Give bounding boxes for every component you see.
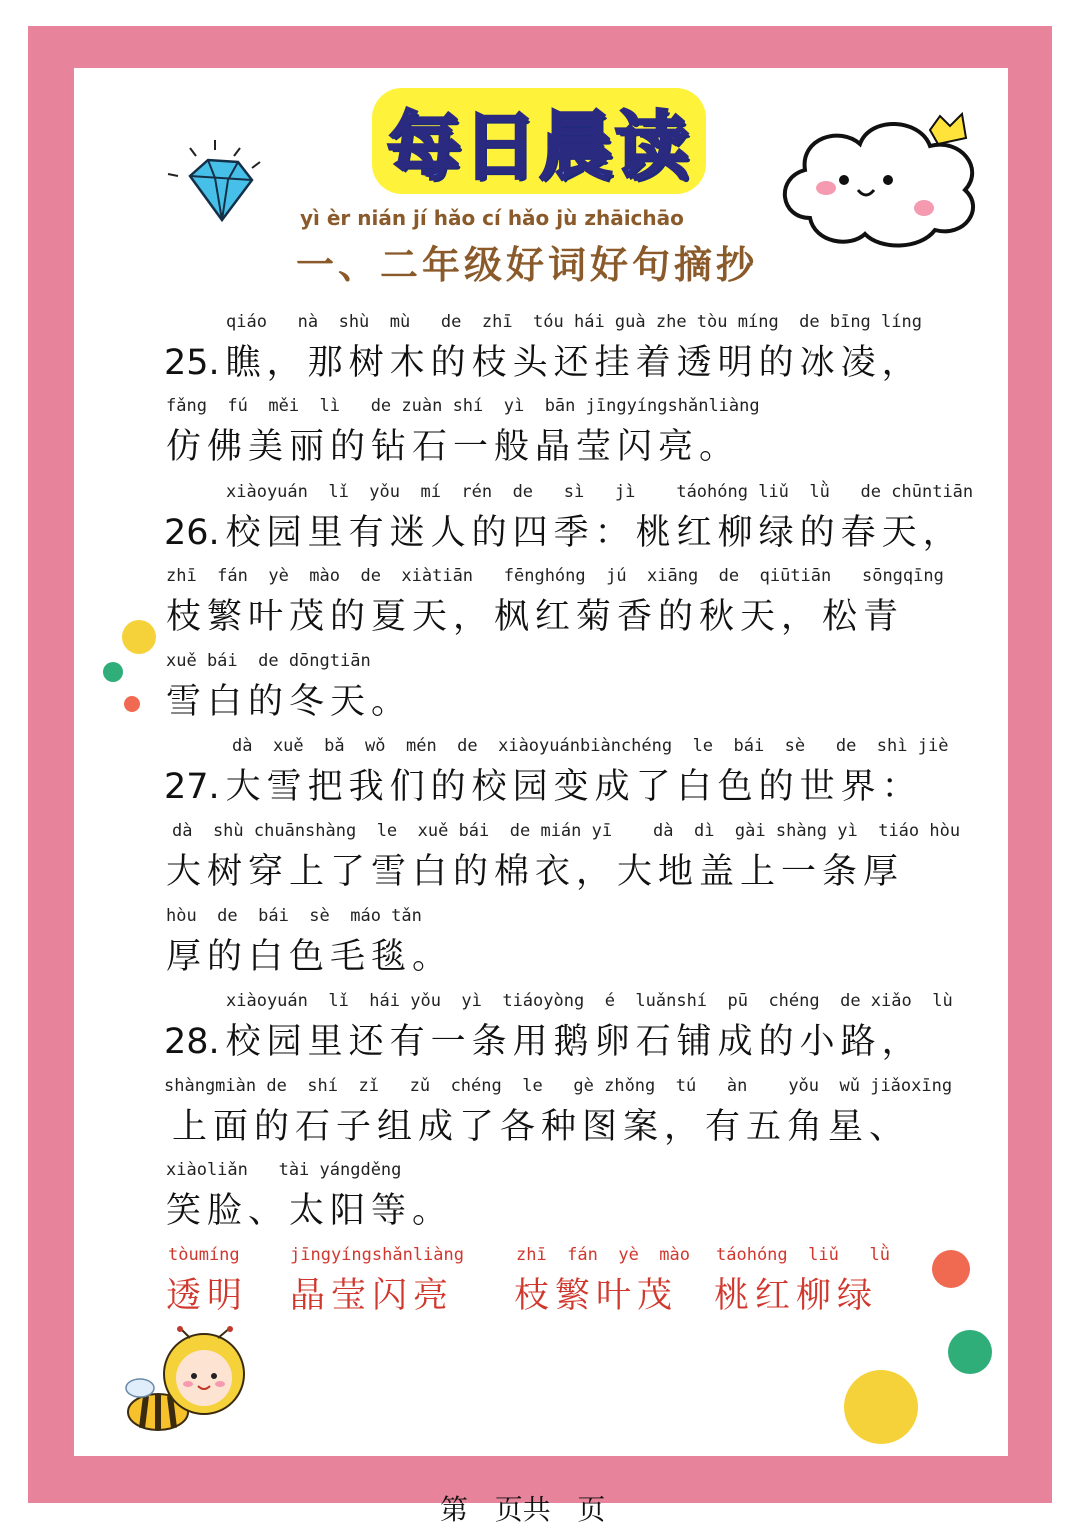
entry-28-line-1-pinyin: xiàoyuán lǐ hái yǒu yì tiáoyòng é luǎnshí pū chéng de xiǎo lù	[226, 991, 953, 1011]
entry-number: 27.	[164, 767, 220, 807]
entry-26-line-3-pinyin: xuě bái de dōngtiān	[166, 651, 371, 671]
red-dot-decoration	[932, 1250, 970, 1288]
vocab-3-pinyin: zhī fán yè mào	[516, 1245, 690, 1265]
entry-28-line-3: 笑脸、太阳等。	[166, 1191, 454, 1231]
entry-27-line-1: 27. 大雪把我们的校园变成了白色的世界：	[164, 767, 923, 807]
vocab-1-pinyin: tòumíng	[168, 1245, 240, 1265]
green-dot-decoration	[948, 1330, 992, 1374]
vocab-3-word: 枝繁叶茂	[514, 1276, 679, 1316]
yellow-dot-decoration	[844, 1370, 918, 1444]
green-dot-decoration	[103, 662, 123, 682]
subtitle: 一、二年级好词好句摘抄	[296, 242, 759, 287]
vocab-4-word: 桃红柳绿	[714, 1276, 879, 1316]
entry-26-line-2-pinyin: zhī fán yè mào de xiàtiān fēnghóng jú xiāng de qiūtiān sōngqīng	[166, 566, 944, 586]
entry-27-line-3: 厚的白色毛毯。	[166, 937, 454, 977]
page-number-footer: 第 页共 页	[440, 1493, 606, 1526]
entry-27-line-1-pinyin: dà xuě bǎ wǒ mén de xiàoyuánbiànchéng le bái sè de shì jiè	[232, 736, 949, 756]
entry-25-line-2-pinyin: fǎng fú měi lì de zuàn shí yì bān jīngyíngshǎnliàng	[166, 396, 760, 416]
title-badge	[372, 88, 706, 194]
red-dot-decoration	[124, 696, 140, 712]
entry-26-line-3: 雪白的冬天。	[166, 682, 413, 722]
entry-27-line-2-pinyin: dà shù chuānshàng le xuě bái de mián yī dà dì gài shàng yì tiáo hòu	[172, 821, 961, 841]
entry-25-line-1-pinyin: qiáo nà shù mù de zhī tóu hái guà zhe tòu míng de bīng líng	[226, 312, 922, 332]
entry-28-line-2-pinyin: shàngmiàn de shí zǐ zǔ chéng le gè zhǒng tú àn yǒu wǔ jiǎoxīng	[164, 1076, 953, 1096]
page-title: 每日晨读	[387, 104, 691, 190]
vocab-1-word: 透明	[166, 1276, 249, 1316]
entry-number: 25.	[164, 343, 220, 383]
entry-28-line-3-pinyin: xiàoliǎn tài yángděng	[166, 1160, 402, 1180]
diamond-icon	[160, 136, 270, 226]
bee-icon	[118, 1326, 258, 1436]
yellow-dot-decoration	[122, 620, 156, 654]
subtitle-pinyin: yì èr nián jí hǎo cí hǎo jù zhāichāo	[300, 206, 684, 230]
entry-number: 26.	[164, 513, 220, 553]
entry-27-line-2: 大树穿上了雪白的棉衣，大地盖上一条厚	[166, 852, 905, 892]
cloud-mascot-icon	[770, 108, 990, 258]
entry-28-line-1: 28. 校园里还有一条用鹅卵石铺成的小路，	[164, 1022, 923, 1062]
entry-number: 28.	[164, 1022, 220, 1062]
vocab-4-pinyin: táohóng liǔ lǜ	[716, 1245, 890, 1265]
entry-27-line-3-pinyin: hòu de bái sè máo tǎn	[166, 906, 422, 926]
vocab-2-pinyin: jīngyíngshǎnliàng	[290, 1245, 464, 1265]
entry-26-line-1-pinyin: xiàoyuán lǐ yǒu mí rén de sì jì táohóng liǔ lǜ de chūntiān	[226, 482, 974, 502]
entry-25-line-1: 25. 瞧，那树木的枝头还挂着透明的冰凌，	[164, 343, 923, 383]
entry-26-line-1: 26. 校园里有迷人的四季：桃红柳绿的春天，	[164, 513, 964, 553]
entry-28-line-2: 上面的石子组成了各种图案，有五角星、	[172, 1107, 911, 1147]
entry-25-line-2: 仿佛美丽的钻石一般晶莹闪亮。	[166, 427, 741, 467]
vocab-2-word: 晶莹闪亮	[290, 1276, 455, 1316]
entry-26-line-2: 枝繁叶茂的夏天，枫红菊香的秋天，松青	[166, 597, 905, 637]
